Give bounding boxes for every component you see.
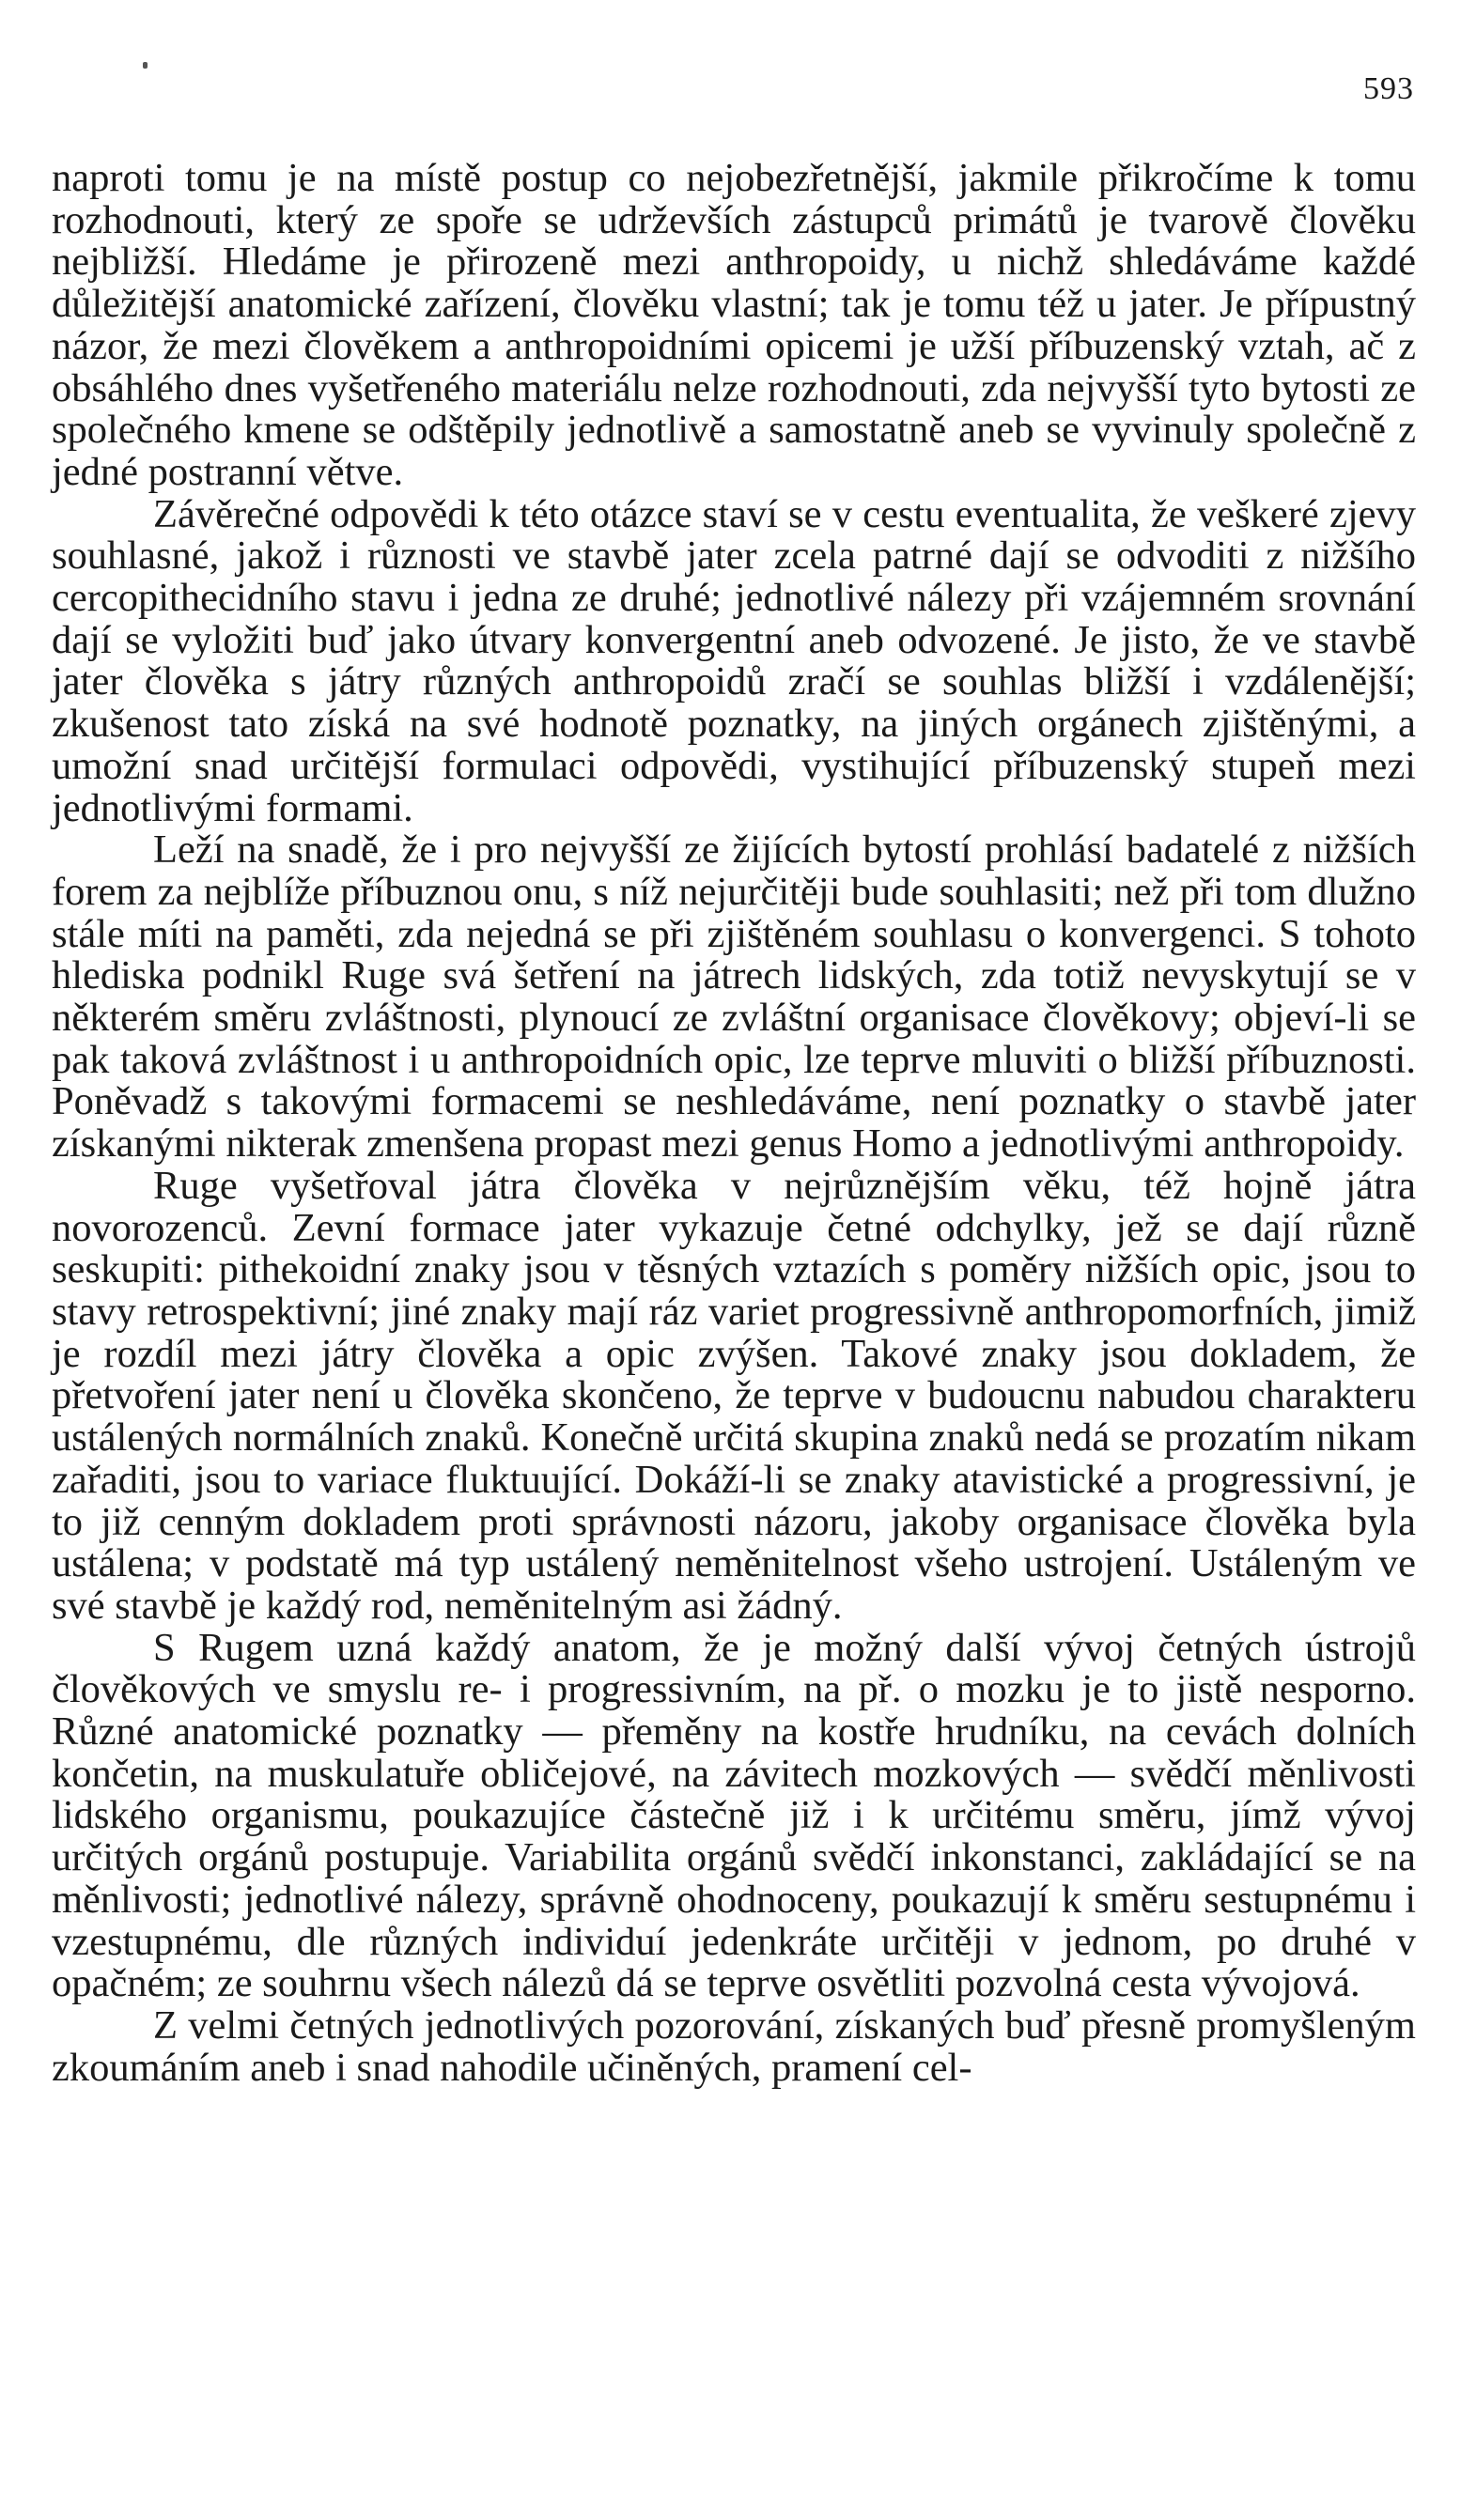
paragraph-1: naproti tomu je na místě postup co nejobezřetnější, jakmile přikročíme k tomu rozhodnouti, který ze spoře se udrževších zástupců primátů je tvarově člověku nejbližší. Hledáme je přirozeně mezi anthropoidy, u nichž shledáváme každé důležitější anatomické zařízení, člověku vlastní; tak je tomu též u jater. Je přípustný názor, že mezi člověkem a anthropoidními opicemi je užší příbuzenský vztah, ač z obsáhlého dnes vyšetřeného materiálu nelze rozhodnouti, zda nejvyšší tyto bytosti ze společného kmene se odštěpily jednotlivě a samostatně aneb se vyvinuly společně z jedné postranní větve. [52,156,1416,494]
paragraph-2: Závěrečné odpovědi k této otázce staví se v cestu eventualita, že veškeré zjevy souhlasné, jakož i různosti ve stavbě jater zcela patrné dají se odvoditi z nižšího cercopithecidního stavu i jedna ze druhé; jednotlivé nálezy při vzájemném srovnání dají se vyložiti buď jako útvary konvergentní aneb odvozené. Je jisto, že ve stavbě jater člověka s játry různých anthropoidů zračí se souhlas bližší i vzdálenější; zkušenost tato získá na své hodnotě poznatky, na jiných orgánech zjištěnými, a umožní snad určitější formulaci odpovědi, vystihující příbuzenský stupeň mezi jednotlivými formami. [52,491,1416,830]
paragraph-3: Leží na snadě, že i pro nejvyšší ze žijících bytostí prohlásí badatelé z nižších forem za nejblíže příbuznou onu, s níž nejurčitěji bude souhlasiti; než při tom dlužno stále míti na paměti, zda nejedná se při zjištěném souhlasu o konvergenci. S tohoto hlediska podnikl Ruge svá šetření na játrech lidských, zda totiž nevyskytují se v některém směru zvláštnosti, plynoucí ze zvláštní organisace člověkovy; objeví-li se pak taková zvláštnost i u anthropoidních opic, lze teprve mluviti o bližší příbuznosti. Poněvadž s takovými formacemi se neshledáváme, není poznatky o stavbě jater získanými nikterak zmenšena propast mezi genus Homo a jednotlivými anthropoidy. [52,827,1416,1167]
ink-speck [143,62,148,69]
page-number: 593 [1363,71,1414,106]
paragraph-5: S Rugem uzná každý anatom, že je možný další vývoj četných ústrojů člověkových ve smyslu re- i progressivním, na př. o mozku je to jistě nesporno. Různé anatomické poznatky — přeměny na kostře hrudníku, na cevách dolních končetin, na muskulatuře obličejové, na závitech mozkových — svědčí měnlivosti lidského organismu, poukazujíce částečně již i k určitému směru, jímž vývoj určitých orgánů postupuje. Variabilita orgánů svědčí inkonstanci, zakládající se na měnlivosti; jednotlivé nálezy, správně ohodnoceny, poukazují k směru sestupnému i vzestupnému, dle různých individuí jedenkráte určitěji v jednom, po druhé v opačném; ze souhrnu všech nálezů dá se teprve osvětliti pozvolná cesta vývojová. [52,1625,1416,2006]
paragraph-6: Z velmi četných jednotlivých pozorování, získaných buď přesně promyšleným zkoumáním aneb i snad nahodile učiněných, pramení cel- [52,2002,1416,2090]
body-text [52,158,1416,2089]
paragraph-4: Ruge vyšetřoval játra člověka v nejrůznějším věku, též hojně játra novorozenců. Zevní formace jater vykazuje četné odchylky, jež se dají různě seskupiti: pithekoidní znaky jsou v těsných vztazích s poměry nižších opic, jsou to stavy retrospektivní; jiné znaky mají ráz variet progressivně anthropomorfních, jimiž je rozdíl mezi játry člověka a opic zvýšen. Takové znaky jsou dokladem, že přetvoření jater není u člověka skončeno, že teprve v budoucnu nabudou charakteru ustálených normálních znaků. Konečně určitá skupina znaků nedá se prozatím nikam zařaditi, jsou to variace fluktuující. Dokáží-li se znaky atavistické a progressivní, je to již cenným dokladem proti správnosti názoru, jakoby organisace člověka byla ustálena; v podstatě má typ ustálený neměnitelnost všeho ustrojení. Ustáleným ve své stavbě je každý rod, neměnitelným asi žádný. [52,1163,1416,1628]
